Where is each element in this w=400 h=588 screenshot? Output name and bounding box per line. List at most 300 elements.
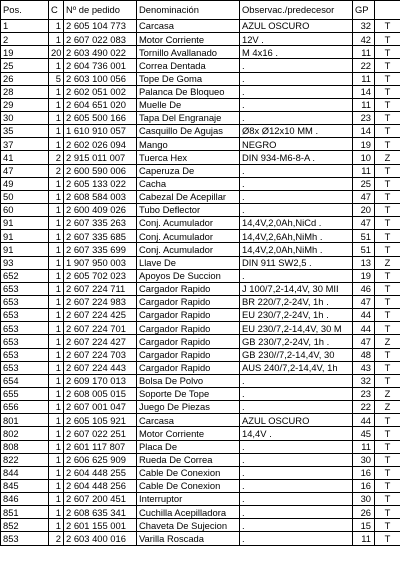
cell-pos: 845 bbox=[1, 479, 49, 492]
cell-qty: 1 bbox=[49, 309, 64, 322]
cell-observation: EU 230/7,2-24V, 1h . bbox=[240, 309, 353, 322]
cell-denomination: Soporte De Tope bbox=[137, 387, 240, 400]
cell-gp: 47 bbox=[353, 190, 375, 203]
cell-gp: 25 bbox=[353, 177, 375, 190]
cell-denomination: Conj. Acumulador bbox=[137, 243, 240, 256]
cell-pos: 60 bbox=[1, 203, 49, 216]
table-row bbox=[1, 506, 400, 519]
cell-pos: 653 bbox=[1, 282, 49, 295]
table-row bbox=[1, 190, 400, 203]
table-row bbox=[1, 72, 400, 85]
cell-qty: 1 bbox=[49, 111, 64, 124]
cell-qty: 1 bbox=[49, 177, 64, 190]
cell-gp: 48 bbox=[353, 348, 375, 361]
table-row bbox=[1, 532, 400, 545]
cell-type: T bbox=[375, 164, 400, 177]
cell-type: T bbox=[375, 519, 400, 532]
cell-order-number: 2 605 133 022 bbox=[64, 177, 137, 190]
cell-order-number: 2 607 335 263 bbox=[64, 217, 137, 230]
cell-qty: 1 bbox=[49, 493, 64, 506]
cell-order-number: 2 600 409 026 bbox=[64, 203, 137, 216]
cell-pos: 25 bbox=[1, 59, 49, 72]
cell-qty: 1 bbox=[49, 440, 64, 453]
cell-pos: 50 bbox=[1, 190, 49, 203]
cell-qty: 1 bbox=[49, 190, 64, 203]
cell-observation: . bbox=[240, 177, 353, 190]
cell-denomination: Cable De Conexion bbox=[137, 466, 240, 479]
cell-gp: 32 bbox=[353, 374, 375, 387]
cell-observation: . bbox=[240, 506, 353, 519]
cell-observation: AUS 240/7,2-14,4V, 1h bbox=[240, 361, 353, 374]
cell-qty: 1 bbox=[49, 401, 64, 414]
cell-denomination: Tornillo Avallanado bbox=[137, 46, 240, 59]
cell-pos: 93 bbox=[1, 256, 49, 269]
table-row bbox=[1, 361, 400, 374]
cell-qty: 1 bbox=[49, 98, 64, 111]
cell-type: T bbox=[375, 374, 400, 387]
cell-pos: 846 bbox=[1, 493, 49, 506]
cell-type: T bbox=[375, 72, 400, 85]
cell-gp: 44 bbox=[353, 309, 375, 322]
cell-order-number: 2 605 104 773 bbox=[64, 20, 137, 33]
cell-order-number: 2 607 022 083 bbox=[64, 33, 137, 46]
cell-gp: 23 bbox=[353, 387, 375, 400]
cell-qty: 1 bbox=[49, 519, 64, 532]
table-row bbox=[1, 217, 400, 230]
cell-qty: 1 bbox=[49, 85, 64, 98]
cell-observation: 14,4V,2,6Ah,NiMh . bbox=[240, 230, 353, 243]
cell-qty: 1 bbox=[49, 217, 64, 230]
cell-observation: . bbox=[240, 493, 353, 506]
cell-gp: 22 bbox=[353, 401, 375, 414]
cell-gp: 14 bbox=[353, 125, 375, 138]
cell-qty: 20 bbox=[49, 46, 64, 59]
table-row bbox=[1, 335, 400, 348]
cell-order-number: 2 603 100 056 bbox=[64, 72, 137, 85]
cell-type: T bbox=[375, 440, 400, 453]
cell-denomination: Cargador Rapido bbox=[137, 348, 240, 361]
cell-gp: 14 bbox=[353, 85, 375, 98]
cell-order-number: 2 604 448 256 bbox=[64, 479, 137, 492]
cell-gp: 51 bbox=[353, 243, 375, 256]
cell-denomination: Varilla Roscada bbox=[137, 532, 240, 545]
cell-pos: 35 bbox=[1, 125, 49, 138]
cell-denomination: Juego De Piezas bbox=[137, 401, 240, 414]
cell-type: T bbox=[375, 230, 400, 243]
cell-observation: . bbox=[240, 111, 353, 124]
cell-denomination: Caperuza De bbox=[137, 164, 240, 177]
cell-denomination: Mango bbox=[137, 138, 240, 151]
cell-order-number: 2 608 005 015 bbox=[64, 387, 137, 400]
cell-order-number: 2 607 335 685 bbox=[64, 230, 137, 243]
cell-gp: 20 bbox=[353, 203, 375, 216]
cell-observation: . bbox=[240, 453, 353, 466]
cell-qty: 1 bbox=[49, 138, 64, 151]
table-row bbox=[1, 401, 400, 414]
table-row bbox=[1, 59, 400, 72]
table-row bbox=[1, 230, 400, 243]
cell-pos: 41 bbox=[1, 151, 49, 164]
cell-type: T bbox=[375, 243, 400, 256]
cell-order-number: 2 607 224 443 bbox=[64, 361, 137, 374]
cell-denomination: Cargador Rapido bbox=[137, 361, 240, 374]
cell-order-number: 2 605 105 921 bbox=[64, 414, 137, 427]
cell-order-number: 2 608 584 003 bbox=[64, 190, 137, 203]
cell-qty: 2 bbox=[49, 532, 64, 545]
cell-observation: GB 230//7,2-14,4V, 30 bbox=[240, 348, 353, 361]
cell-order-number: 2 602 026 094 bbox=[64, 138, 137, 151]
cell-observation: 14,4V,2,0Ah,NiMh . bbox=[240, 243, 353, 256]
cell-qty: 1 bbox=[49, 230, 64, 243]
cell-type: T bbox=[375, 20, 400, 33]
cell-denomination: Cargador Rapido bbox=[137, 282, 240, 295]
cell-observation: . bbox=[240, 519, 353, 532]
cell-gp: 44 bbox=[353, 322, 375, 335]
cell-observation: EU 230/7,2-14,4V, 30 M bbox=[240, 322, 353, 335]
table-row bbox=[1, 348, 400, 361]
cell-order-number: 2 607 224 711 bbox=[64, 282, 137, 295]
table-row bbox=[1, 177, 400, 190]
cell-qty: 1 bbox=[49, 322, 64, 335]
cell-gp: 30 bbox=[353, 493, 375, 506]
cell-observation: . bbox=[240, 190, 353, 203]
table-row bbox=[1, 479, 400, 492]
cell-pos: 654 bbox=[1, 374, 49, 387]
cell-gp: 11 bbox=[353, 440, 375, 453]
table-row bbox=[1, 164, 400, 177]
cell-gp: 11 bbox=[353, 532, 375, 545]
cell-denomination: Interruptor bbox=[137, 493, 240, 506]
cell-type: Z bbox=[375, 256, 400, 269]
cell-pos: 91 bbox=[1, 217, 49, 230]
cell-type: T bbox=[375, 46, 400, 59]
cell-order-number: 2 607 224 701 bbox=[64, 322, 137, 335]
cell-type: T bbox=[375, 269, 400, 282]
cell-type: T bbox=[375, 309, 400, 322]
cell-gp: 45 bbox=[353, 427, 375, 440]
cell-order-number: 2 607 200 451 bbox=[64, 493, 137, 506]
cell-pos: 852 bbox=[1, 519, 49, 532]
cell-qty: 1 bbox=[49, 348, 64, 361]
cell-type: T bbox=[375, 33, 400, 46]
cell-observation: . bbox=[240, 532, 353, 545]
cell-qty: 1 bbox=[49, 335, 64, 348]
table-row bbox=[1, 282, 400, 295]
cell-gp: 26 bbox=[353, 506, 375, 519]
cell-type: T bbox=[375, 453, 400, 466]
cell-type: T bbox=[375, 282, 400, 295]
cell-pos: 655 bbox=[1, 387, 49, 400]
cell-gp: 43 bbox=[353, 361, 375, 374]
cell-denomination: Apoyos De Succion bbox=[137, 269, 240, 282]
cell-type: T bbox=[375, 59, 400, 72]
cell-type: T bbox=[375, 361, 400, 374]
cell-type: T bbox=[375, 111, 400, 124]
table-row bbox=[1, 427, 400, 440]
cell-denomination: Cargador Rapido bbox=[137, 295, 240, 308]
cell-pos: 653 bbox=[1, 309, 49, 322]
cell-pos: 653 bbox=[1, 295, 49, 308]
table-row bbox=[1, 85, 400, 98]
cell-type: T bbox=[375, 322, 400, 335]
cell-pos: 1 bbox=[1, 20, 49, 33]
cell-pos: 49 bbox=[1, 177, 49, 190]
table-row bbox=[1, 46, 400, 59]
cell-order-number: 2 604 448 255 bbox=[64, 466, 137, 479]
cell-order-number: 2 602 051 002 bbox=[64, 85, 137, 98]
cell-type: T bbox=[375, 466, 400, 479]
table-header-row bbox=[1, 1, 400, 20]
cell-denomination: Llave De bbox=[137, 256, 240, 269]
cell-pos: 851 bbox=[1, 506, 49, 519]
cell-type: T bbox=[375, 348, 400, 361]
cell-gp: 42 bbox=[353, 33, 375, 46]
cell-order-number: 2 601 155 001 bbox=[64, 519, 137, 532]
cell-pos: 853 bbox=[1, 532, 49, 545]
cell-type: T bbox=[375, 138, 400, 151]
cell-observation: . bbox=[240, 59, 353, 72]
cell-denomination: Motor Corriente bbox=[137, 427, 240, 440]
cell-denomination: Cabezal De Acepillar bbox=[137, 190, 240, 203]
cell-observation: BR 220/7,2-24V, 1h . bbox=[240, 295, 353, 308]
cell-observation: . bbox=[240, 164, 353, 177]
cell-denomination: Tubo Deflector bbox=[137, 203, 240, 216]
cell-denomination: Correa Dentada bbox=[137, 59, 240, 72]
cell-type: Z bbox=[375, 387, 400, 400]
table-row bbox=[1, 33, 400, 46]
cell-qty: 1 bbox=[49, 466, 64, 479]
cell-qty: 1 bbox=[49, 33, 64, 46]
cell-observation: NEGRO bbox=[240, 138, 353, 151]
cell-observation: . bbox=[240, 98, 353, 111]
cell-gp: 44 bbox=[353, 414, 375, 427]
cell-pos: 91 bbox=[1, 230, 49, 243]
cell-denomination: Chaveta De Sujecion bbox=[137, 519, 240, 532]
cell-qty: 1 bbox=[49, 269, 64, 282]
cell-qty: 1 bbox=[49, 374, 64, 387]
cell-denomination: Muelle De bbox=[137, 98, 240, 111]
cell-denomination: Tapa Del Engranaje bbox=[137, 111, 240, 124]
cell-observation: . bbox=[240, 387, 353, 400]
header-pos: Pos. bbox=[1, 1, 49, 20]
header-qty: C bbox=[49, 1, 64, 20]
table-row bbox=[1, 111, 400, 124]
table-row bbox=[1, 519, 400, 532]
cell-type: T bbox=[375, 532, 400, 545]
table-row bbox=[1, 322, 400, 335]
cell-denomination: Carcasa bbox=[137, 20, 240, 33]
cell-order-number: 1 610 910 057 bbox=[64, 125, 137, 138]
cell-observation: . bbox=[240, 374, 353, 387]
cell-type: T bbox=[375, 295, 400, 308]
cell-denomination: Tope De Goma bbox=[137, 72, 240, 85]
cell-pos: 822 bbox=[1, 453, 49, 466]
table-row bbox=[1, 493, 400, 506]
cell-gp: 13 bbox=[353, 256, 375, 269]
cell-order-number: 2 606 625 909 bbox=[64, 453, 137, 466]
cell-observation: Ø8x Ø12x10 MM . bbox=[240, 125, 353, 138]
cell-pos: 808 bbox=[1, 440, 49, 453]
table-row bbox=[1, 269, 400, 282]
table-row bbox=[1, 98, 400, 111]
header-order-number: Nº de pedido bbox=[64, 1, 137, 20]
cell-qty: 1 bbox=[49, 295, 64, 308]
table-row bbox=[1, 125, 400, 138]
cell-order-number: 2 607 224 703 bbox=[64, 348, 137, 361]
cell-gp: 10 bbox=[353, 151, 375, 164]
cell-observation: AZUL OSCURO bbox=[240, 414, 353, 427]
cell-denomination: Cuchilla Acepilladora bbox=[137, 506, 240, 519]
table-row bbox=[1, 256, 400, 269]
cell-type: T bbox=[375, 217, 400, 230]
cell-pos: 28 bbox=[1, 85, 49, 98]
cell-denomination: Motor Corriente bbox=[137, 33, 240, 46]
cell-observation: 14,4V . bbox=[240, 427, 353, 440]
cell-order-number: 2 607 224 425 bbox=[64, 309, 137, 322]
cell-qty: 1 bbox=[49, 479, 64, 492]
table-row bbox=[1, 203, 400, 216]
cell-gp: 11 bbox=[353, 46, 375, 59]
cell-observation: M 4x16 . bbox=[240, 46, 353, 59]
cell-pos: 19 bbox=[1, 46, 49, 59]
cell-type: T bbox=[375, 98, 400, 111]
cell-order-number: 2 605 500 166 bbox=[64, 111, 137, 124]
cell-order-number: 2 607 022 251 bbox=[64, 427, 137, 440]
cell-qty: 1 bbox=[49, 203, 64, 216]
cell-type: T bbox=[375, 427, 400, 440]
cell-pos: 844 bbox=[1, 466, 49, 479]
cell-order-number: 2 609 170 013 bbox=[64, 374, 137, 387]
cell-order-number: 2 600 590 006 bbox=[64, 164, 137, 177]
table-row bbox=[1, 20, 400, 33]
cell-pos: 91 bbox=[1, 243, 49, 256]
table-row bbox=[1, 387, 400, 400]
cell-denomination: Cargador Rapido bbox=[137, 322, 240, 335]
cell-type: T bbox=[375, 85, 400, 98]
cell-denomination: Bolsa De Polvo bbox=[137, 374, 240, 387]
cell-gp: 16 bbox=[353, 466, 375, 479]
cell-type: T bbox=[375, 493, 400, 506]
header-gp: GP bbox=[353, 1, 375, 20]
cell-gp: 47 bbox=[353, 295, 375, 308]
cell-gp: 51 bbox=[353, 230, 375, 243]
table-row bbox=[1, 243, 400, 256]
cell-observation: AZUL OSCURO bbox=[240, 20, 353, 33]
cell-gp: 23 bbox=[353, 111, 375, 124]
table-row bbox=[1, 309, 400, 322]
cell-qty: 1 bbox=[49, 361, 64, 374]
cell-denomination: Cargador Rapido bbox=[137, 309, 240, 322]
table-row bbox=[1, 374, 400, 387]
cell-type: Z bbox=[375, 401, 400, 414]
cell-pos: 653 bbox=[1, 348, 49, 361]
cell-type: Z bbox=[375, 335, 400, 348]
cell-order-number: 2 607 224 427 bbox=[64, 335, 137, 348]
cell-gp: 19 bbox=[353, 269, 375, 282]
cell-qty: 2 bbox=[49, 164, 64, 177]
cell-pos: 2 bbox=[1, 33, 49, 46]
cell-observation: GB 230/7,2-24V, 1h . bbox=[240, 335, 353, 348]
cell-order-number: 2 607 001 047 bbox=[64, 401, 137, 414]
cell-pos: 47 bbox=[1, 164, 49, 177]
cell-type: T bbox=[375, 125, 400, 138]
cell-denomination: Cargador Rapido bbox=[137, 335, 240, 348]
cell-pos: 653 bbox=[1, 361, 49, 374]
cell-gp: 32 bbox=[353, 20, 375, 33]
cell-qty: 1 bbox=[49, 282, 64, 295]
header-denomination: Denominación bbox=[137, 1, 240, 20]
cell-pos: 653 bbox=[1, 322, 49, 335]
cell-denomination: Carcasa bbox=[137, 414, 240, 427]
cell-gp: 11 bbox=[353, 72, 375, 85]
table-row bbox=[1, 295, 400, 308]
cell-observation: . bbox=[240, 466, 353, 479]
cell-gp: 22 bbox=[353, 59, 375, 72]
cell-type: T bbox=[375, 506, 400, 519]
cell-observation: 14,4V,2,0Ah,NiCd . bbox=[240, 217, 353, 230]
cell-gp: 47 bbox=[353, 335, 375, 348]
cell-gp: 16 bbox=[353, 479, 375, 492]
cell-gp: 11 bbox=[353, 164, 375, 177]
cell-observation: . bbox=[240, 85, 353, 98]
table-row bbox=[1, 440, 400, 453]
cell-observation: . bbox=[240, 72, 353, 85]
cell-pos: 653 bbox=[1, 335, 49, 348]
cell-observation: . bbox=[240, 269, 353, 282]
cell-qty: 1 bbox=[49, 256, 64, 269]
cell-qty: 1 bbox=[49, 414, 64, 427]
cell-observation: DIN 934-M6-8-A . bbox=[240, 151, 353, 164]
cell-pos: 26 bbox=[1, 72, 49, 85]
cell-pos: 656 bbox=[1, 401, 49, 414]
cell-observation: . bbox=[240, 479, 353, 492]
cell-denomination: Conj. Acumulador bbox=[137, 230, 240, 243]
cell-type: T bbox=[375, 177, 400, 190]
cell-order-number: 2 603 490 022 bbox=[64, 46, 137, 59]
table-row bbox=[1, 138, 400, 151]
cell-order-number: 2 608 635 341 bbox=[64, 506, 137, 519]
cell-order-number: 2 601 117 807 bbox=[64, 440, 137, 453]
cell-denomination: Cable De Conexion bbox=[137, 479, 240, 492]
cell-gp: 46 bbox=[353, 282, 375, 295]
cell-order-number: 1 907 950 003 bbox=[64, 256, 137, 269]
cell-denomination: Rueda De Correa bbox=[137, 453, 240, 466]
header-type bbox=[375, 1, 400, 20]
cell-gp: 47 bbox=[353, 217, 375, 230]
cell-qty: 1 bbox=[49, 243, 64, 256]
cell-qty: 1 bbox=[49, 427, 64, 440]
cell-type: T bbox=[375, 479, 400, 492]
cell-type: Z bbox=[375, 151, 400, 164]
cell-observation: . bbox=[240, 440, 353, 453]
table-row bbox=[1, 414, 400, 427]
cell-pos: 30 bbox=[1, 111, 49, 124]
cell-qty: 1 bbox=[49, 453, 64, 466]
cell-observation: . bbox=[240, 203, 353, 216]
cell-type: T bbox=[375, 414, 400, 427]
cell-pos: 801 bbox=[1, 414, 49, 427]
cell-observation: J 100/7,2-14,4V, 30 MII bbox=[240, 282, 353, 295]
cell-qty: 2 bbox=[49, 151, 64, 164]
cell-order-number: 2 604 736 001 bbox=[64, 59, 137, 72]
cell-pos: 37 bbox=[1, 138, 49, 151]
cell-pos: 652 bbox=[1, 269, 49, 282]
cell-denomination: Cacha bbox=[137, 177, 240, 190]
table-row bbox=[1, 466, 400, 479]
cell-observation: 12V . bbox=[240, 33, 353, 46]
cell-denomination: Conj. Acumulador bbox=[137, 217, 240, 230]
cell-qty: 1 bbox=[49, 387, 64, 400]
